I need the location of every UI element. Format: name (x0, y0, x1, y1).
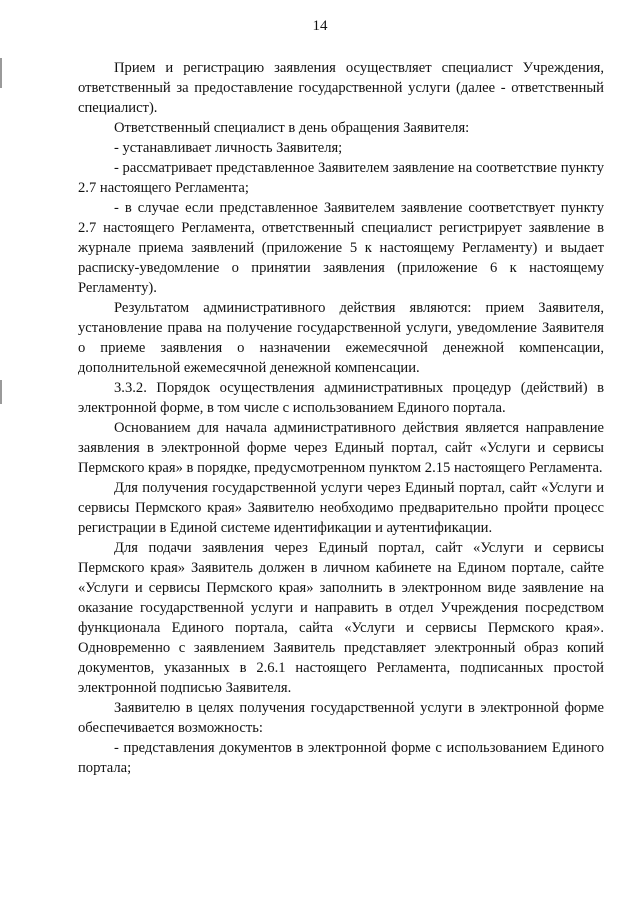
paragraph: Для подачи заявления через Единый портал, сайт «Услуги и сервисы Пермского края» Заявитель должен в личном кабинете на Едином портале, сайте «Услуги и сервисы Пермского края» заполнить в электронном виде заявление на оказание государственной услуги и направить в отдел Учреждения посредством функционала Единого портала, сайта «Услуги и сервисы Пермского края». Одновременно с заявлением Заявитель представляет электронный образ копий документов, указанных в 2.6.1 настоящего Регламента, подписанных простой электронной подписью Заявителя. (78, 540, 604, 696)
section-paragraph: 3.3.2. Порядок осуществления административных процедур (действий) в электронной форме, в том числе с использованием Единого портала. (78, 380, 604, 416)
paragraph: Прием и регистрацию заявления осуществляет специалист Учреждения, ответственный за предоставление государственной услуги (далее - ответственный специалист). (78, 60, 604, 116)
scan-edge-mark (0, 380, 2, 404)
list-item: - рассматривает представленное Заявителем заявление на соответствие пункту 2.7 настоящего Регламента; (78, 160, 604, 196)
document-body (78, 58, 604, 778)
paragraph: Для получения государственной услуги через Единый портал, сайт «Услуги и сервисы Пермского края» Заявителю необходимо предварительно пройти процесс регистрации в Единой системе идентификации и аутентификации. (78, 480, 604, 536)
paragraph: Основанием для начала административного действия является направление заявления в электронной форме через Единый портал, сайт «Услуги и сервисы Пермского края» в порядке, предусмотренном пунктом 2.15 настоящего Регламента. (78, 420, 604, 476)
list-item: - в случае если представленное Заявителем заявление соответствует пункту 2.7 настоящего Регламента, ответственный специалист регистрирует заявление в журнале приема заявлений (приложение 5 к настоящему Регламенту) и выдает расписку-уведомление о принятии заявления (приложение 6 к настоящему Регламенту). (78, 200, 604, 296)
paragraph: Заявителю в целях получения государственной услуги в электронной форме обеспечивается возможность: (78, 700, 604, 736)
paragraph: Результатом административного действия являются: прием Заявителя, установление права на получение государственной услуги, уведомление Заявителя о приеме заявления о назначении ежемесячной денежной компенсации, дополнительной ежемесячной денежной компенсации. (78, 300, 604, 376)
scan-edge-mark (0, 58, 2, 88)
page-number: 14 (312, 18, 328, 34)
paragraph: Ответственный специалист в день обращения Заявителя: (114, 120, 470, 136)
list-item: - представления документов в электронной форме с использованием Единого портала; (78, 740, 604, 776)
list-item: - устанавливает личность Заявителя; (114, 140, 343, 156)
